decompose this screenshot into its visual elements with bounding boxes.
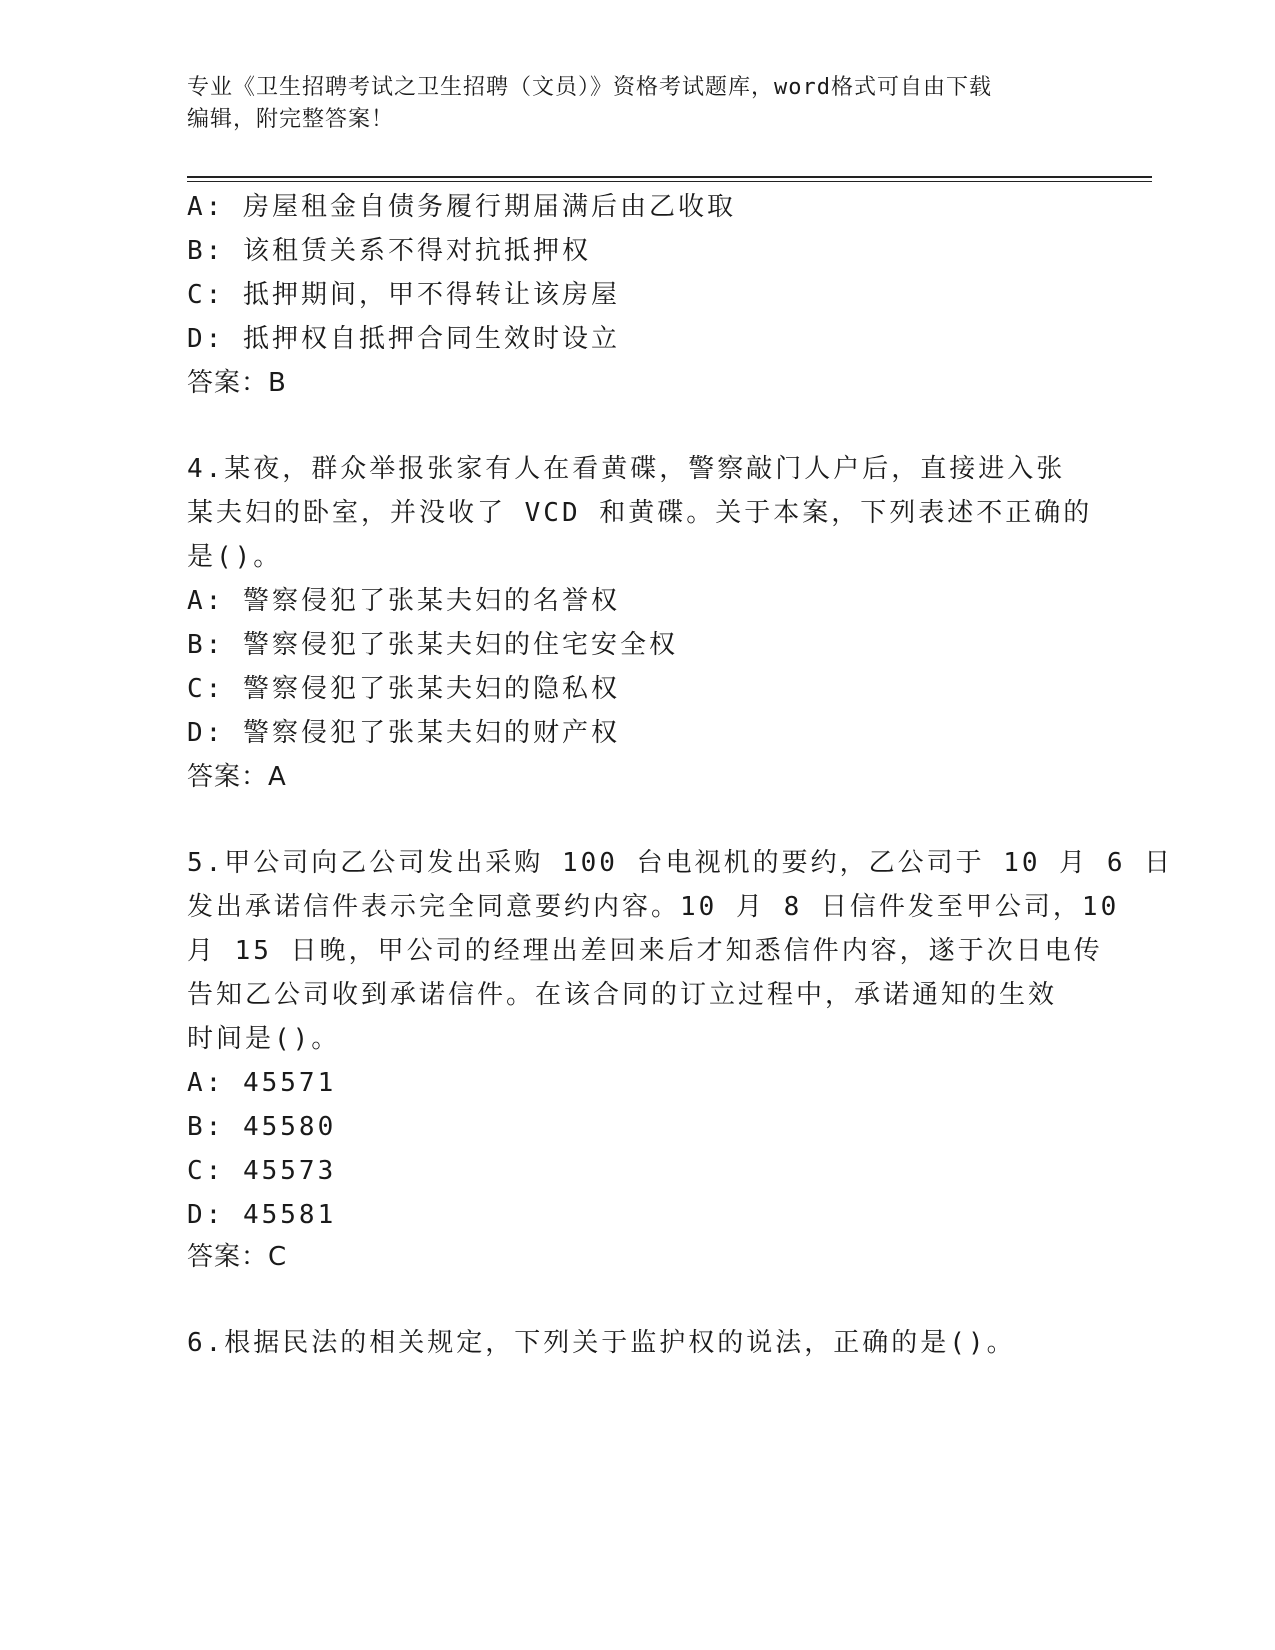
q4-option-a: A: 警察侵犯了张某夫妇的名誉权 bbox=[187, 586, 620, 616]
q4-stem-line-2: 某夫妇的卧室，并没收了 VCD 和黄碟。关于本案，下列表述不正确的 bbox=[187, 498, 1093, 528]
q4-option-b: B: 警察侵犯了张某夫妇的住宅安全权 bbox=[187, 630, 678, 660]
q5-answer: 答案：C bbox=[187, 1242, 288, 1272]
header-line-2: 编辑，附完整答案！ bbox=[187, 107, 395, 132]
header-divider-thick bbox=[187, 176, 1152, 178]
header-divider-thin bbox=[187, 181, 1152, 182]
q6-stem-line-1: 6.根据民法的相关规定，下列关于监护权的说法，正确的是()。 bbox=[187, 1328, 1016, 1358]
q5-stem-line-1: 5.甲公司向乙公司发出采购 100 台电视机的要约，乙公司于 10 月 6 日 bbox=[187, 848, 1174, 878]
q3-option-a: A: 房屋租金自债务履行期届满后由乙收取 bbox=[187, 192, 736, 222]
q5-option-c: C: 45573 bbox=[187, 1156, 337, 1186]
q3-option-d: D: 抵押权自抵押合同生效时设立 bbox=[187, 324, 620, 354]
q5-stem-line-2: 发出承诺信件表示完全同意要约内容。10 月 8 日信件发至甲公司，10 bbox=[187, 892, 1120, 922]
header-line-1: 专业《卫生招聘考试之卫生招聘（文员）》资格考试题库，word格式可自由下载 bbox=[187, 75, 992, 100]
document-header bbox=[187, 72, 1067, 136]
q4-stem-line-1: 4.某夜，群众举报张家有人在看黄碟，警察敲门人户后，直接进入张 bbox=[187, 454, 1066, 484]
q4-option-c: C: 警察侵犯了张某夫妇的隐私权 bbox=[187, 674, 620, 704]
q3-option-b: B: 该租赁关系不得对抗抵押权 bbox=[187, 236, 591, 266]
q3-option-c: C: 抵押期间，甲不得转让该房屋 bbox=[187, 280, 620, 310]
q5-option-b: B: 45580 bbox=[187, 1112, 337, 1142]
q5-stem-line-3: 月 15 日晚，甲公司的经理出差回来后才知悉信件内容，遂于次日电传 bbox=[187, 936, 1103, 966]
q5-option-d: D: 45581 bbox=[187, 1200, 337, 1230]
q5-stem-line-5: 时间是()。 bbox=[187, 1024, 341, 1054]
q3-answer: 答案：B bbox=[187, 368, 287, 398]
q5-stem-line-4: 告知乙公司收到承诺信件。在该合同的订立过程中，承诺通知的生效 bbox=[187, 980, 1058, 1010]
q5-option-a: A: 45571 bbox=[187, 1068, 337, 1098]
q4-answer: 答案：A bbox=[187, 762, 287, 792]
q4-stem-line-3: 是()。 bbox=[187, 542, 283, 572]
q4-option-d: D: 警察侵犯了张某夫妇的财产权 bbox=[187, 718, 620, 748]
